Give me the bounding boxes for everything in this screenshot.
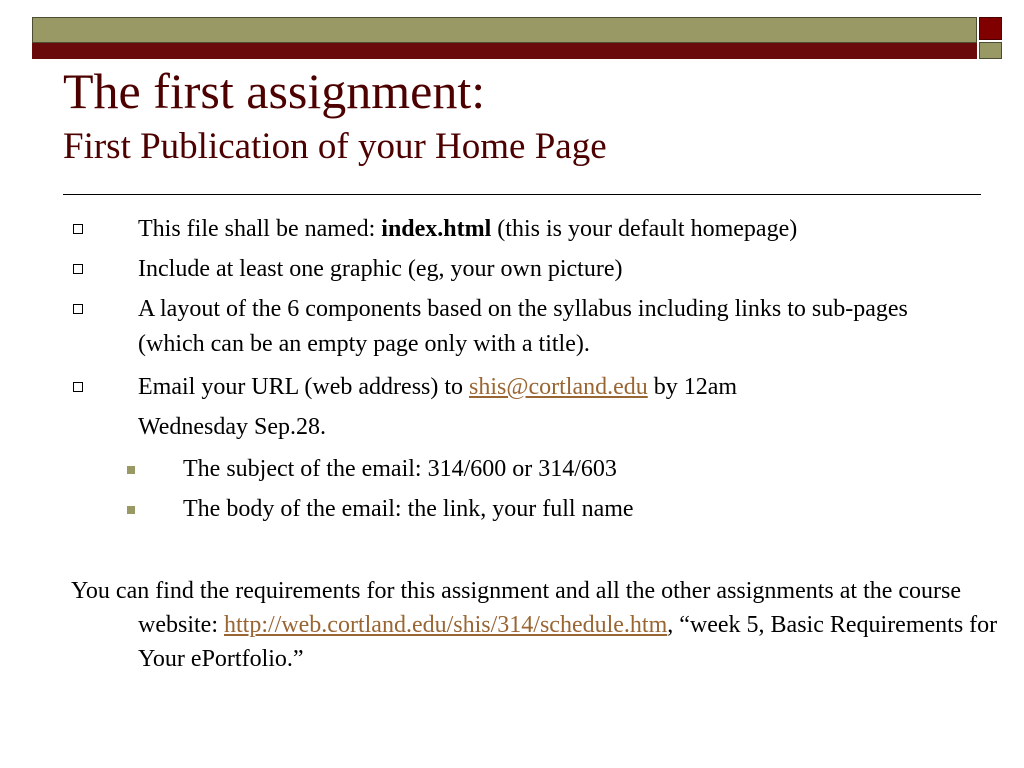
- header-maroon-square: [979, 17, 1002, 40]
- hollow-square-bullet-icon: [73, 382, 83, 392]
- slide-title: [63, 63, 607, 167]
- schedule-link[interactable]: http://web.cortland.edu/shis/314/schedule.htm: [223, 612, 668, 638]
- bullet-4-suffix: by 12am: [647, 374, 738, 400]
- hollow-square-bullet-icon: [73, 264, 83, 274]
- filled-square-bullet-icon: [127, 466, 135, 474]
- email-link[interactable]: shis@cortland.edu: [469, 374, 648, 400]
- hollow-square-bullet-icon: [73, 304, 83, 314]
- sub-list-item: [0, 452, 1024, 487]
- bullet-list: [0, 212, 1024, 532]
- bullet-2-text: Include at least one graphic (eg, your own picture): [138, 256, 623, 282]
- sub-list-item: [0, 492, 1024, 527]
- header-olive-square: [979, 42, 1002, 59]
- header-olive-bar: [32, 17, 977, 43]
- bullet-4-deadline: Wednesday Sep.28.: [138, 414, 327, 440]
- title-divider: [63, 194, 981, 195]
- sub-bullet-1-text: The subject of the email: 314/600 or 314/603: [183, 456, 617, 482]
- slide-title-main: The first assignment:: [63, 63, 486, 119]
- sub-bullet-2-text: The body of the email: the link, your full name: [183, 496, 634, 522]
- header-maroon-bar: [32, 43, 977, 59]
- slide-title-sub: First Publication of your Home Page: [63, 126, 607, 167]
- bullet-1-filename: index.html: [381, 216, 492, 242]
- list-item: [0, 252, 1024, 287]
- list-item: [0, 212, 1024, 247]
- paragraph-suffix: , “week 5, Basic Requirements for Your ePortfolio.”: [138, 612, 998, 672]
- bullet-3-text: A layout of the 6 components based on the syllabus including links to sub-pages (which can be an empty page only with a title).: [138, 296, 908, 357]
- list-item: [0, 292, 1024, 362]
- list-item: [0, 367, 1024, 447]
- requirements-paragraph: [71, 574, 1024, 676]
- bullet-1-suffix: (this is your default homepage): [491, 216, 798, 242]
- filled-square-bullet-icon: [127, 506, 135, 514]
- bullet-4-prefix: Email your URL (web address) to: [138, 374, 470, 400]
- paragraph-prefix: You can find the requirements for this assignment and all the other assignments at the course website:: [71, 578, 962, 638]
- bullet-1-prefix: This file shall be named:: [138, 216, 382, 242]
- hollow-square-bullet-icon: [73, 224, 83, 234]
